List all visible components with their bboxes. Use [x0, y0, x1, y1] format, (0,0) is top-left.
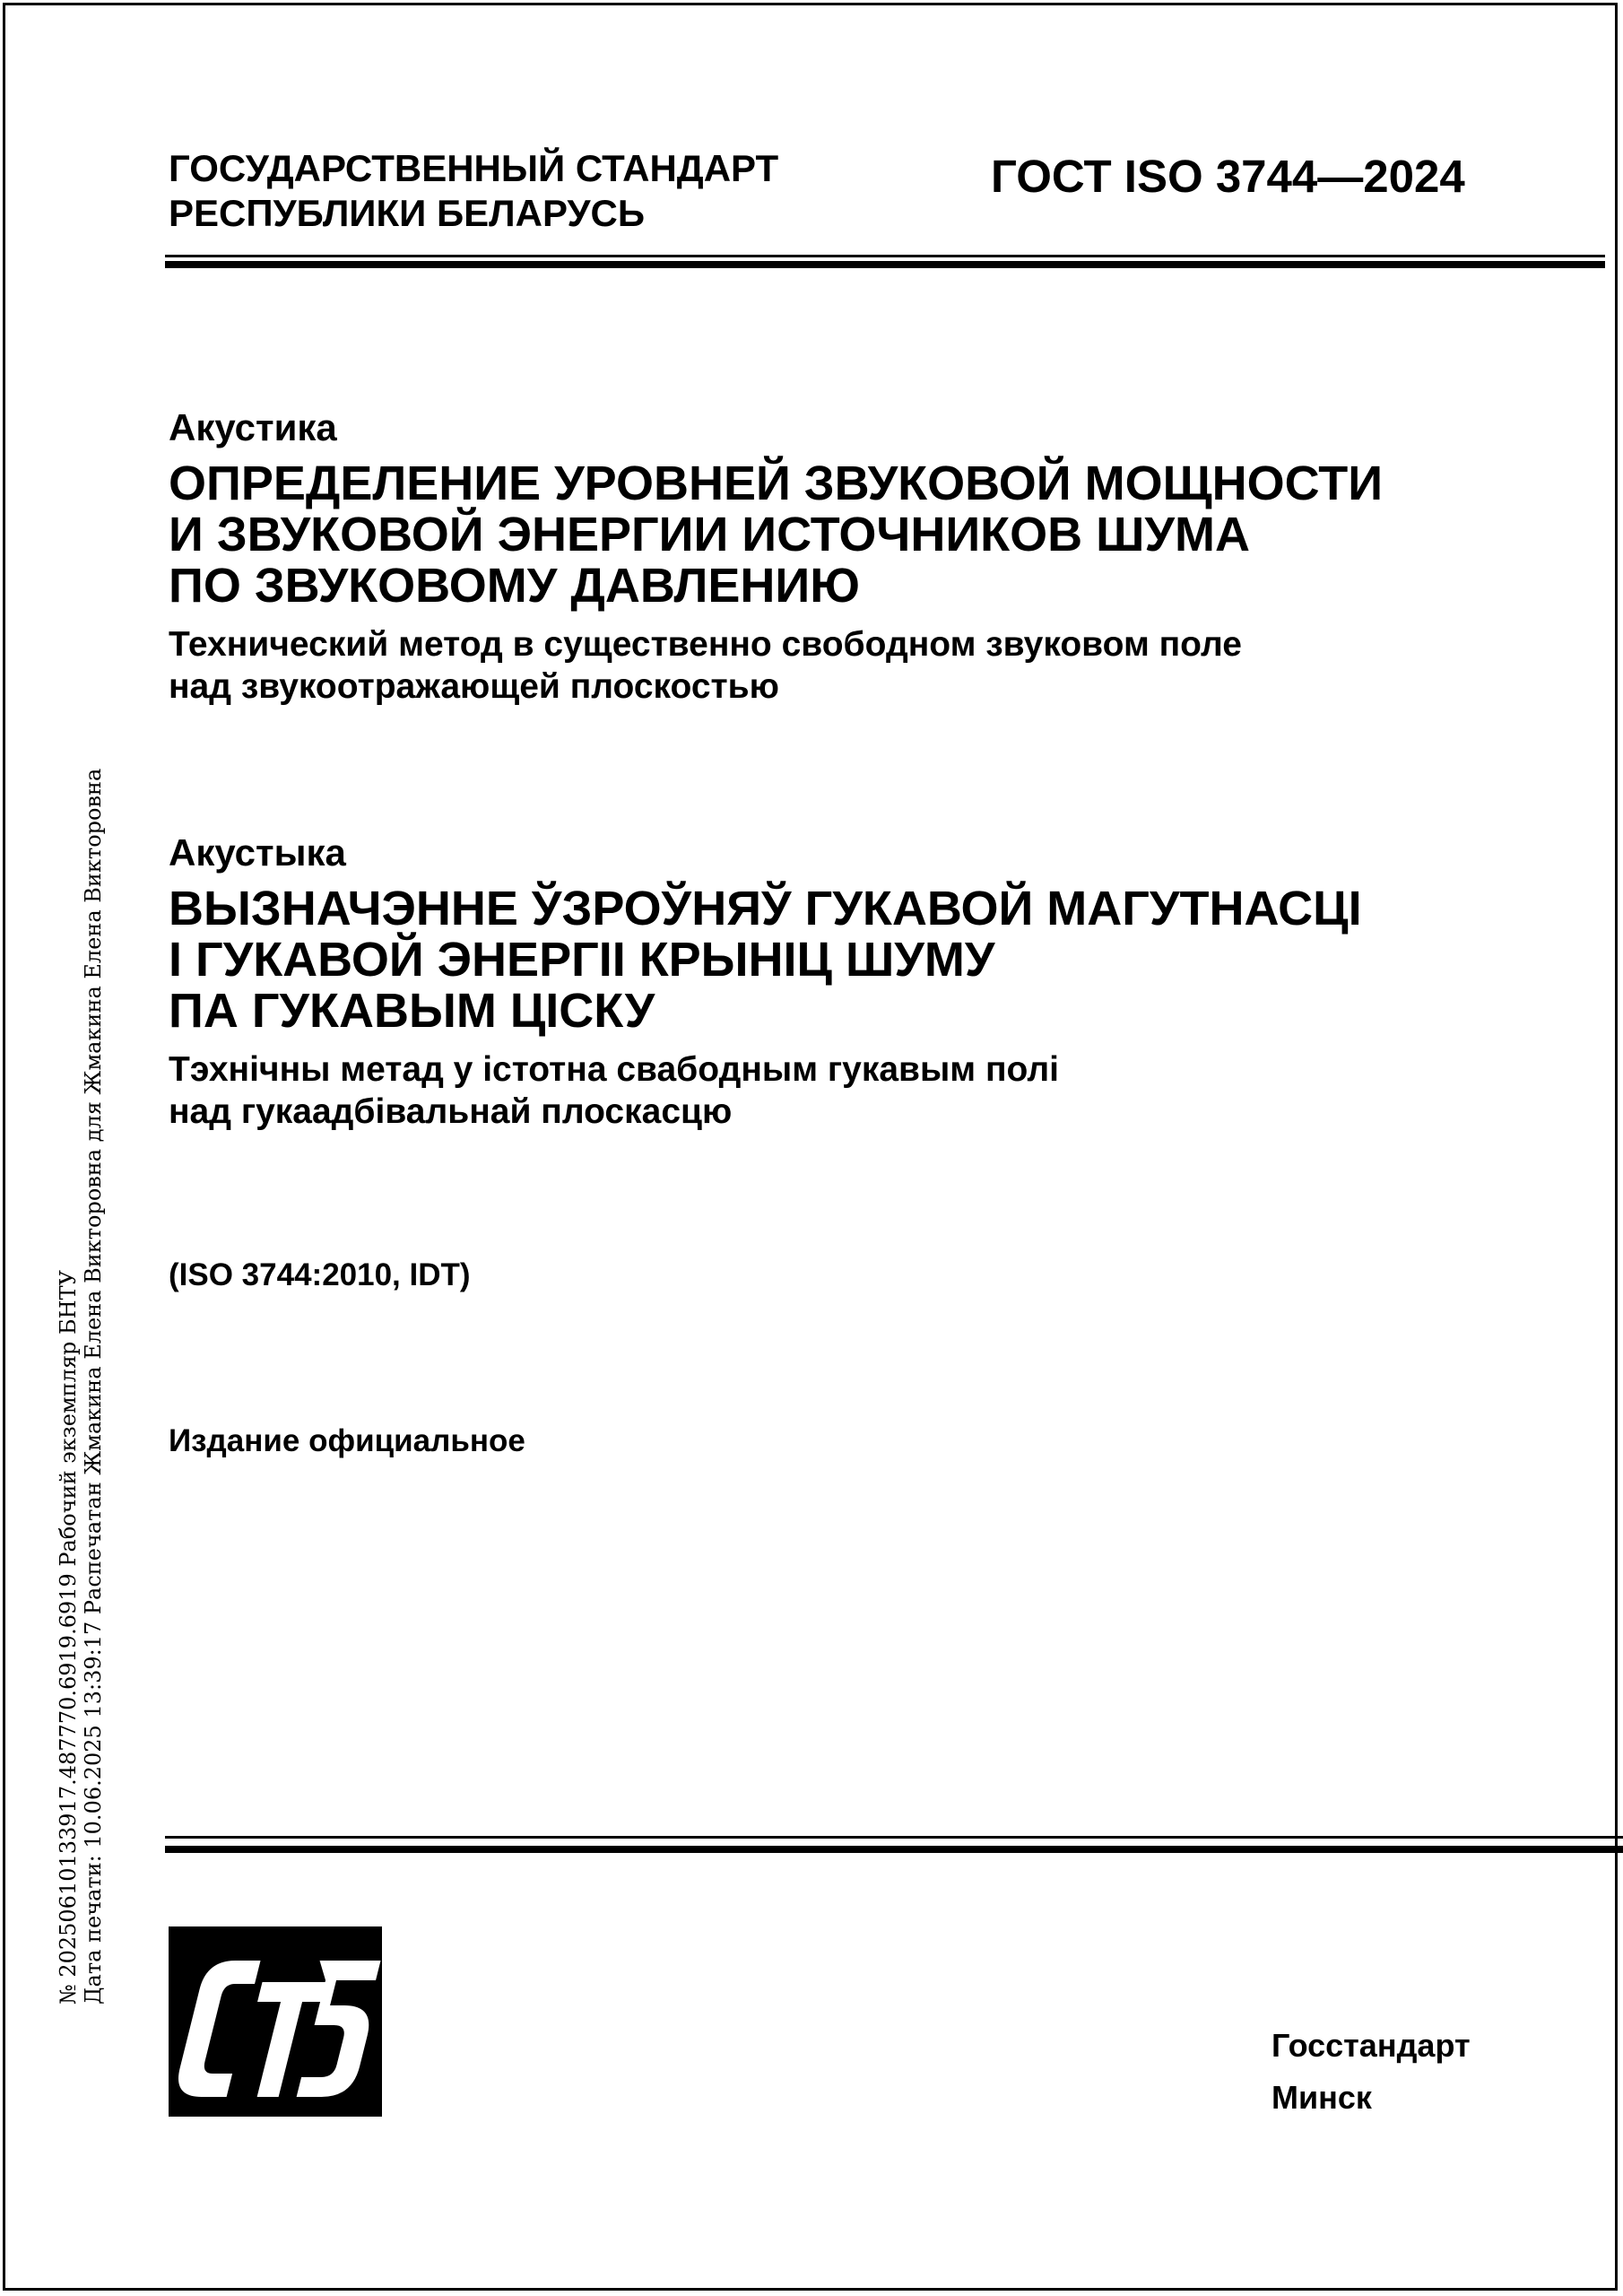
belarusian-title-line: ПА ГУКАВЫМ ЦІСКУ — [169, 984, 655, 1038]
header-rule-thick — [165, 261, 1605, 268]
publisher — [1271, 2020, 1471, 2124]
russian-title-line: ОПРЕДЕЛЕНИЕ УРОВНЕЙ ЗВУКОВОЙ МОЩНОСТИ — [169, 457, 1384, 510]
belarusian-subtitle — [169, 1048, 1362, 1133]
russian-subject: Акустика — [169, 406, 337, 448]
standard-type-line-2: РЕСПУБЛИКИ БЕЛАРУСЬ — [169, 192, 646, 234]
standard-type — [169, 146, 778, 236]
belarusian-title-block — [169, 831, 1362, 1133]
russian-title-line: И ЗВУКОВОЙ ЭНЕРГИИ ИСТОЧНИКОВ ШУМА — [169, 508, 1250, 561]
russian-title-block — [169, 405, 1383, 708]
footer-rule-thick — [165, 1846, 1623, 1853]
russian-subtitle-line: Технический метод в существенно свободном звуковом поле — [169, 625, 1242, 664]
footer-rule-thin — [165, 1836, 1623, 1839]
stb-logo-icon — [169, 1926, 382, 2117]
publisher-organization: Госстандарт — [1271, 2027, 1471, 2064]
russian-title-line: ПО ЗВУКОВОМУ ДАВЛЕНИЮ — [169, 559, 860, 613]
publisher-city: Минск — [1271, 2079, 1372, 2116]
russian-subtitle-line: над звукоотражающей плоскостью — [169, 667, 779, 706]
russian-title — [169, 458, 1383, 612]
belarusian-title-line: ВЫЗНАЧЭННЕ ЎЗРОЎНЯЎ ГУКАВОЙ МАГУТНАСЦІ — [169, 882, 1362, 935]
belarusian-title-line: І ГУКАВОЙ ЭНЕРГІІ КРЫНІЦ ШУМУ — [169, 933, 995, 987]
iso-reference: (ISO 3744:2010, IDT) — [169, 1257, 471, 1292]
header-rule-thin — [165, 255, 1605, 257]
edition-note: Издание официальное — [169, 1423, 525, 1458]
russian-subtitle — [169, 623, 1383, 708]
belarusian-title — [169, 883, 1362, 1037]
print-stamp-line-2: Дата печати: 10.06.2025 13:39:17 Распечатан Жмакина Елена Викторовна для Жмакина Елена Викторовна — [81, 768, 106, 2005]
belarusian-subtitle-line: Тэхнічны метад у істотна свабодным гукавым полі — [169, 1050, 1060, 1089]
standard-designation: ГОСТ ISO 3744—2024 — [991, 151, 1465, 202]
belarusian-subject: Акустыка — [169, 831, 346, 874]
print-stamp-line-1: № 20250610133917.487770.6919.6919 Рабочий экземпляр БНТУ — [56, 1270, 81, 2005]
standard-type-line-1: ГОСУДАРСТВЕННЫЙ СТАНДАРТ — [169, 147, 779, 189]
belarusian-subtitle-line: над гукаадбівальнай плоскасцю — [169, 1092, 733, 1131]
print-stamp — [56, 623, 106, 2005]
